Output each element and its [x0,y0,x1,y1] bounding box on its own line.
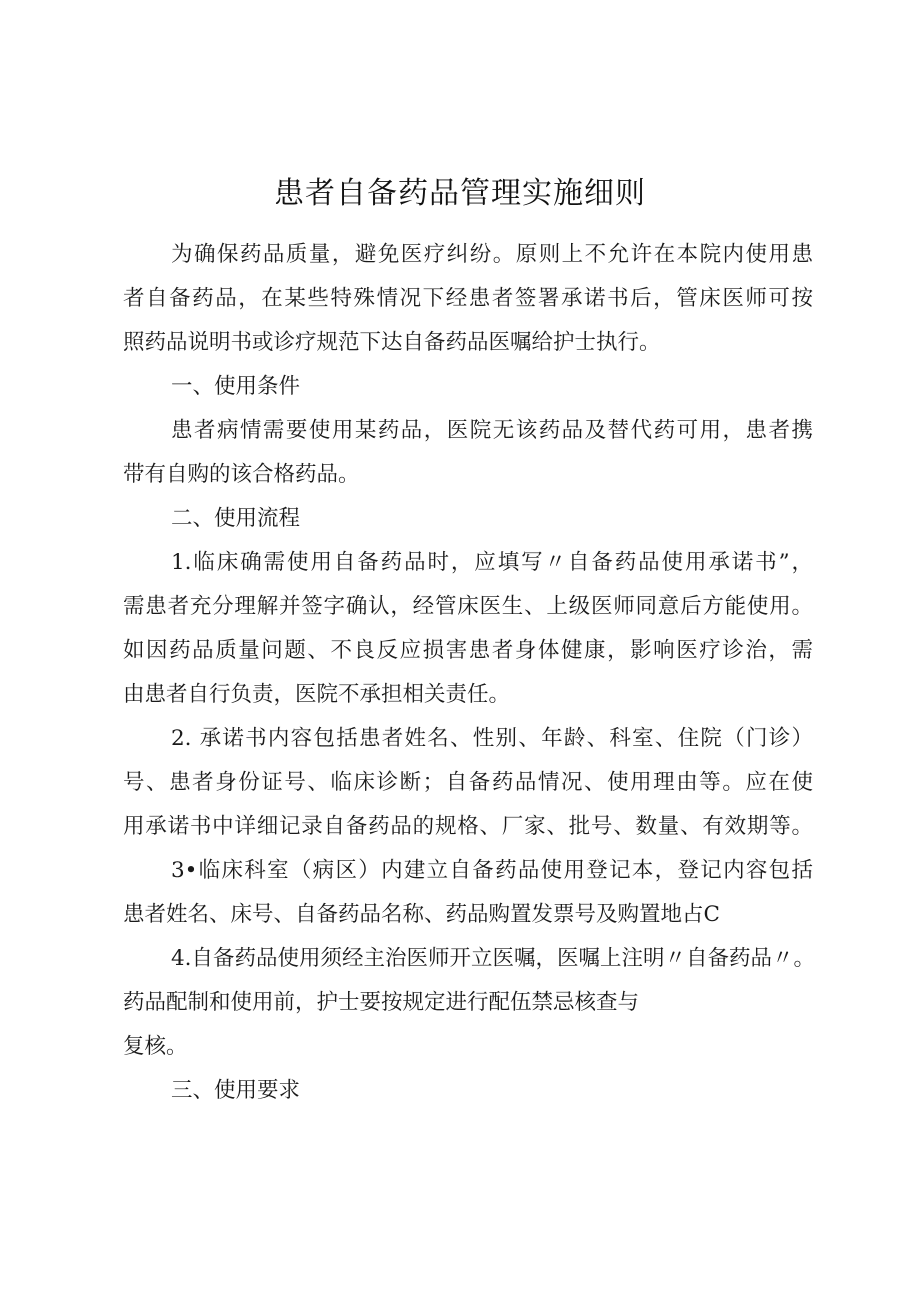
process-3-line-1: 3•临床科室（病区）内建立自备药品使用登记本，登记内容包括 [171,858,813,883]
condition-line-2: 带有自购的该合格药品。 [123,462,360,487]
process-4-line-3: 复核。 [123,1034,188,1059]
section-heading-1: 一、使用条件 [171,374,301,399]
intro-line-2: 者自备药品，在某些特殊情况下经患者签署承诺书后，管床医师可按 [123,286,813,311]
section-heading-3: 三、使用要求 [171,1078,301,1103]
process-1-line-3: 如因药品质量问题、不良反应损害患者身体健康，影响医疗诊治，需 [123,638,813,663]
document-title: 患者自备药品管理实施细则 [274,176,646,211]
process-1-line-4: 由患者自行负责，医院不承担相关责任。 [123,682,511,707]
process-3-line-2: 患者姓名、床号、自备药品名称、药品购置发票号及购置地占C [123,902,720,927]
process-4-line-2: 药品配制和使用前，护士要按规定进行配伍禁忌核查与 [123,990,640,1015]
process-1-line-1: 1.临床确需使用自备药品时，应填写〃自备药品使用承诺书”， [171,550,813,575]
section-heading-2: 二、使用流程 [171,506,301,531]
process-2-line-2: 号、患者身份证号、临床诊断；自备药品情况、使用理由等。应在使 [123,770,813,795]
intro-line-3: 照药品说明书或诊疗规范下达自备药品医嘱给护士执行。 [123,330,661,355]
process-2-line-1: 2. 承诺书内容包括患者姓名、性别、年龄、科室、住院（门诊） [171,726,813,751]
condition-line-1: 患者病情需要使用某药品，医院无该药品及替代药可用，患者携 [171,418,813,443]
process-1-line-2: 需患者充分理解并签字确认，经管床医生、上级医师同意后方能使用。 [123,594,813,619]
intro-line-1: 为确保药品质量，避免医疗纠纷。原则上不允许在本院内使用患 [171,242,813,267]
process-2-line-3: 用承诺书中详细记录自备药品的规格、厂家、批号、数量、有效期等。 [123,814,813,839]
process-4-line-1: 4.自备药品使用须经主治医师开立医嘱，医嘱上注明〃自备药品〃。 [171,946,816,971]
